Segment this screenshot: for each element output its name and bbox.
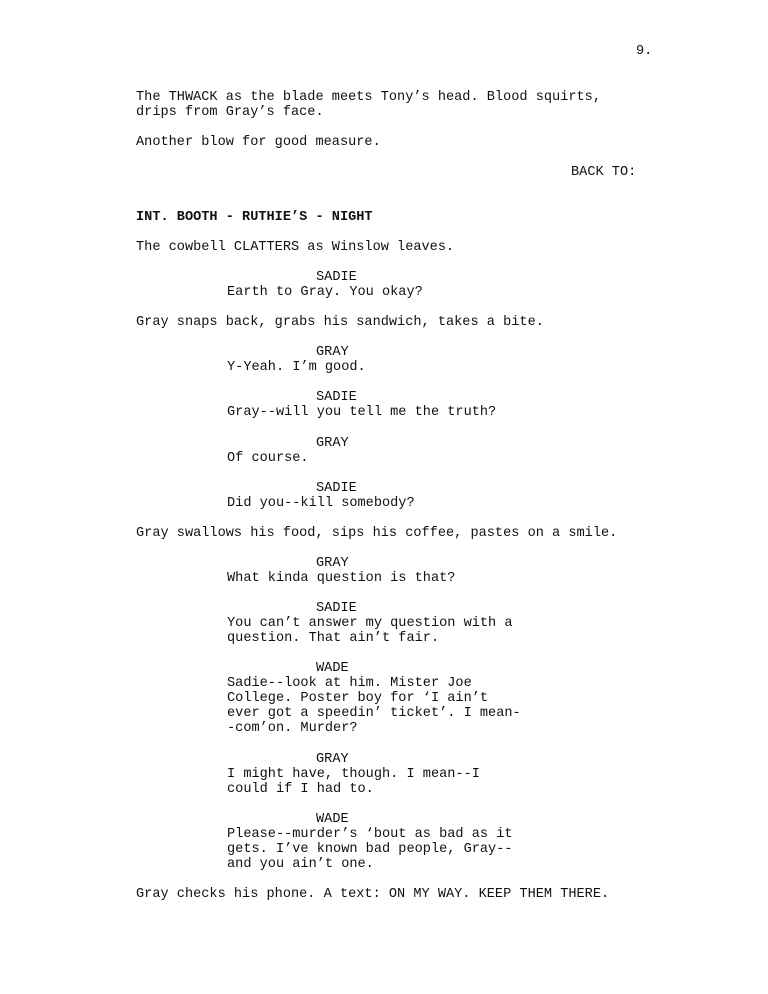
action-line: Gray checks his phone. A text: ON MY WAY. KEEP THEM THERE. <box>136 887 610 902</box>
dialogue-line: ever got a speedin’ ticket’. I mean- <box>227 706 521 721</box>
character-name: WADE <box>316 812 349 827</box>
action-line: Gray swallows his food, sips his coffee, pastes on a smile. <box>136 526 618 541</box>
dialogue-line: question. That ain’t fair. <box>227 631 440 646</box>
dialogue-line: Y-Yeah. I’m good. <box>227 360 366 375</box>
character-name: SADIE <box>316 390 357 405</box>
dialogue-line: Earth to Gray. You okay? <box>227 285 423 300</box>
action-line: The cowbell CLATTERS as Winslow leaves. <box>136 240 455 255</box>
character-name: SADIE <box>316 270 357 285</box>
character-name: GRAY <box>316 752 349 767</box>
dialogue-line: College. Poster boy for ‘I ain’t <box>227 691 489 706</box>
character-name: GRAY <box>316 345 349 360</box>
dialogue-line: Please--murder’s ‘bout as bad as it <box>227 827 513 842</box>
scene-heading: INT. BOOTH - RUTHIE’S - NIGHT <box>136 210 373 225</box>
transition: BACK TO: <box>571 165 637 180</box>
dialogue-line: could if I had to. <box>227 782 374 797</box>
character-name: WADE <box>316 661 349 676</box>
dialogue-line: Of course. <box>227 451 309 466</box>
dialogue-line: gets. I’ve known bad people, Gray-- <box>227 842 513 857</box>
character-name: GRAY <box>316 556 349 571</box>
dialogue-line: Sadie--look at him. Mister Joe <box>227 676 472 691</box>
character-name: SADIE <box>316 601 357 616</box>
dialogue-line: Did you--kill somebody? <box>227 496 415 511</box>
dialogue-line: Gray--will you tell me the truth? <box>227 405 497 420</box>
page-number: 9. <box>636 44 653 59</box>
dialogue-line: I might have, though. I mean--I <box>227 767 480 782</box>
dialogue-line: -com’on. Murder? <box>227 721 358 736</box>
action-line: Another blow for good measure. <box>136 135 381 150</box>
action-line: The THWACK as the blade meets Tony’s head. Blood squirts, <box>136 90 601 105</box>
action-line: Gray snaps back, grabs his sandwich, takes a bite. <box>136 315 544 330</box>
dialogue-line: and you ain’t one. <box>227 857 374 872</box>
dialogue-line: What kinda question is that? <box>227 571 456 586</box>
character-name: GRAY <box>316 436 349 451</box>
action-line: drips from Gray’s face. <box>136 105 324 120</box>
dialogue-line: You can’t answer my question with a <box>227 616 513 631</box>
character-name: SADIE <box>316 481 357 496</box>
